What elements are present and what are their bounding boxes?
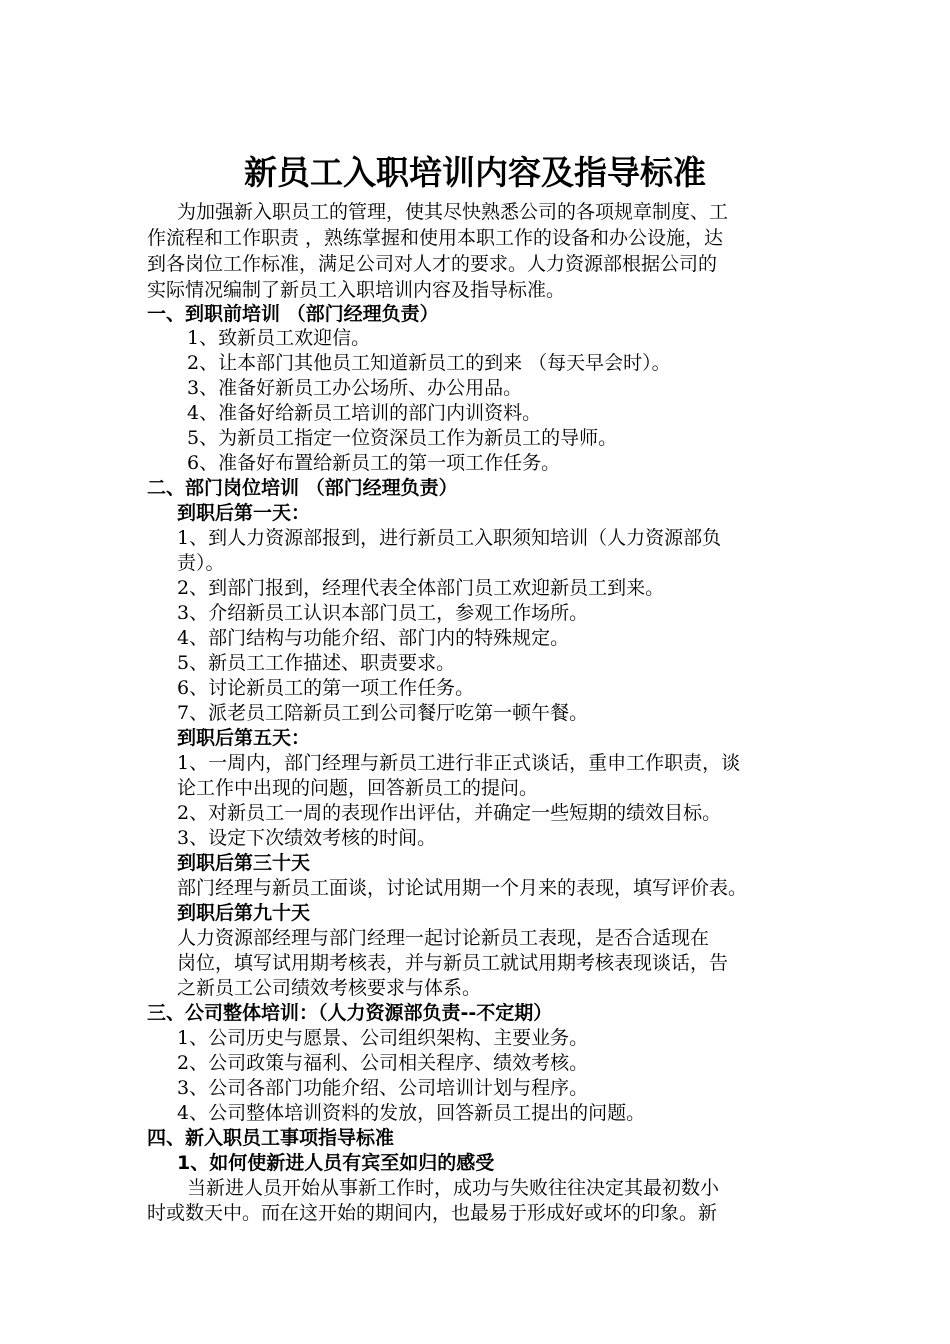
- day1-item: 5、新员工工作描述、职责要求。: [177, 652, 456, 674]
- day5-item: 3、设定下次绩效考核的时间。: [177, 827, 437, 849]
- day90-text: 人力资源部经理与部门经理一起讨论新员工表现，是否合适现在: [177, 927, 710, 949]
- day1-item: 3、介绍新员工认识本部门员工，参观工作场所。: [177, 602, 589, 624]
- day5-item: 论工作中出现的问题，回答新员工的提问。: [177, 777, 539, 799]
- day1-item: 责）。: [177, 552, 225, 574]
- intro-line-2: 作流程和工作职责 ，熟练掌握和使用本职工作的设备和办公设施，达: [147, 227, 724, 249]
- day1-item: 1、到人力资源部报到，进行新员工入职须知培训（人力资源部负: [177, 527, 722, 549]
- day1-label: 到职后第一天：: [177, 502, 311, 524]
- section-4-paragraph-line: 时或数天中。而在这开始的期间内，也最易于形成好或坏的印象。新: [147, 1202, 718, 1224]
- section-4-paragraph-line: 当新进人员开始从事新工作时，成功与失败往往决定其最初数小: [187, 1177, 720, 1199]
- intro-line-3: 到各岗位工作标准，满足公司对人才的要求。人力资源部根据公司的: [147, 253, 718, 275]
- section-3-item: 1、公司历史与愿景、公司组织架构、主要业务。: [177, 1027, 589, 1049]
- intro-line-1: 为加强新入职员工的管理，使其尽快熟悉公司的各项规章制度、工: [177, 201, 729, 223]
- section-1-item: 6、准备好布置给新员工的第一项工作任务。: [187, 452, 561, 474]
- section-1-item: 5、为新员工指定一位资深员工作为新员工的导师。: [187, 427, 618, 449]
- section-1-item: 3、准备好新员工办公场所、办公用品。: [187, 377, 523, 399]
- day90-text: 之新员工公司绩效考核要求与体系。: [177, 977, 482, 999]
- section-4-heading: 四、新入职员工事项指导标准: [147, 1127, 395, 1149]
- section-1-heading: 一、到职前培训 （部门经理负责）: [147, 303, 439, 325]
- day30-text: 部门经理与新员工面谈，讨论试用期一个月来的表现，填写评价表。: [177, 877, 748, 899]
- section-4-subheading: 1、如何使新进人员有宾至如归的感受: [177, 1152, 495, 1174]
- day90-label: 到职后第九十天: [177, 902, 311, 924]
- section-3-item: 3、公司各部门功能介绍、公司培训计划与程序。: [177, 1077, 589, 1099]
- day1-item: 7、派老员工陪新员工到公司餐厅吃第一顿午餐。: [177, 702, 589, 724]
- section-3-heading: 三、公司整体培训：（人力资源部负责--不定期）: [147, 1002, 553, 1024]
- day1-item: 2、到部门报到，经理代表全体部门员工欢迎新员工到来。: [177, 577, 665, 599]
- intro-line-4: 实际情况编制了新员工入职培训内容及指导标准。: [147, 279, 566, 301]
- section-1-item: 2、让本部门其他员工知道新员工的到来 （每天早会时）。: [187, 352, 671, 374]
- section-1-item: 4、准备好给新员工培训的部门内训资料。: [187, 402, 542, 424]
- day1-item: 4、部门结构与功能介绍、部门内的特殊规定。: [177, 627, 570, 649]
- section-3-item: 2、公司政策与福利、公司相关程序、绩效考核。: [177, 1052, 589, 1074]
- day5-item: 2、对新员工一周的表现作出评估，并确定一些短期的绩效目标。: [177, 802, 722, 824]
- section-2-heading: 二、部门岗位培训 （部门经理负责）: [147, 477, 458, 499]
- day5-item: 1、一周内，部门经理与新员工进行非正式谈话，重申工作职责，谈: [177, 752, 741, 774]
- day30-label: 到职后第三十天: [177, 852, 311, 874]
- section-1-item: 1、致新员工欢迎信。: [187, 327, 371, 349]
- section-3-item: 4、公司整体培训资料的发放，回答新员工提出的问题。: [177, 1102, 646, 1124]
- document-title: 新员工入职培训内容及指导标准: [244, 153, 706, 192]
- day90-text: 岗位，填写试用期考核表，并与新员工就试用期考核表现谈话，告: [177, 952, 729, 974]
- day1-item: 6、讨论新员工的第一项工作任务。: [177, 677, 475, 699]
- day5-label: 到职后第五天：: [177, 727, 311, 749]
